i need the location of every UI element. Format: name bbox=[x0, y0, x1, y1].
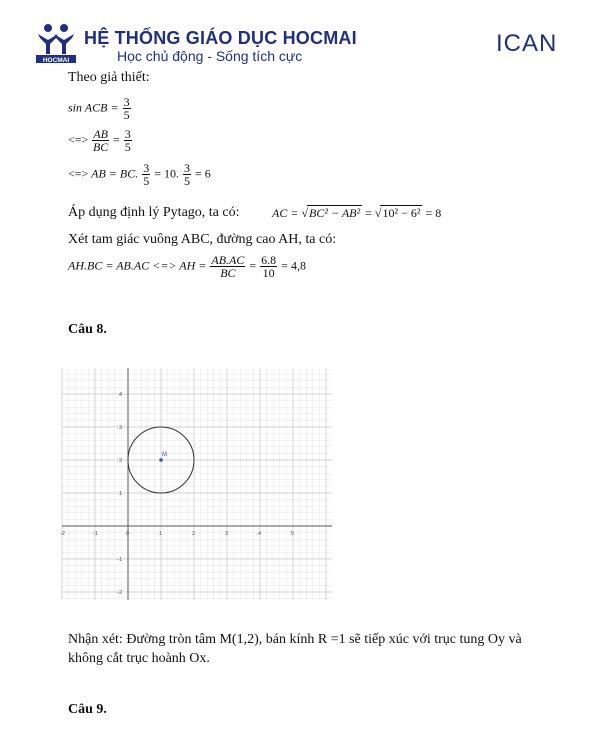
triangle-text: Xét tam giác vuông ABC, đường cao AH, ta có: bbox=[68, 232, 337, 247]
y-tick-label: 3 bbox=[118, 425, 122, 431]
y-tick-label: -1 bbox=[117, 557, 122, 563]
center-point bbox=[159, 458, 163, 462]
question-9-label: Câu 9. bbox=[68, 702, 107, 717]
x-tick-label: 0 bbox=[126, 531, 130, 537]
ican-logo: ICAN bbox=[496, 30, 558, 57]
remark-line-2: không cắt trục hoành Ox. bbox=[68, 651, 210, 666]
equation-ac: AC = √BC² − AB² = √10² − 6² = 8 bbox=[272, 206, 442, 220]
x-tick-label: 2 bbox=[192, 531, 196, 537]
equation-ratio: <=> $\frac{AB}{BC}$ = $\frac{3}{5}$ bbox=[68, 127, 131, 154]
equation-ah: AH.BC = AB.AC <=> AH = $\frac{AB.AC}{BC}$ = $\frac{6.8}{10}$ = 4,8 bbox=[68, 253, 306, 280]
equation-sin: sin ACB = $\frac{3}{5}$ bbox=[68, 95, 130, 122]
x-tick-label: 1 bbox=[159, 531, 163, 537]
x-tick-label: 4 bbox=[258, 531, 262, 537]
remark-line-1: Nhận xét: Đường tròn tâm M(1,2), bán kính R =1 sẽ tiếp xúc với trục tung Oy và bbox=[68, 632, 522, 647]
brand-title: HỆ THỐNG GIÁO DỤC HOCMAI bbox=[84, 28, 357, 48]
y-tick-label: -2 bbox=[117, 590, 122, 596]
x-tick-label: 3 bbox=[225, 531, 229, 537]
hocmai-logo-icon bbox=[34, 22, 78, 64]
y-tick-label: 2 bbox=[118, 458, 122, 464]
x-tick-label: 5 bbox=[291, 531, 295, 537]
x-tick-label: -1 bbox=[93, 531, 98, 537]
y-tick-label: 4 bbox=[118, 392, 122, 398]
brand-slogan: Học chủ động - Sống tích cực bbox=[117, 48, 303, 64]
equation-ab: <=> AB = BC. $\frac{3}{5}$ = 10. $\frac{3}{5}$ = 6 bbox=[68, 161, 211, 188]
circle-graph bbox=[62, 368, 332, 600]
center-point-label: M bbox=[162, 452, 167, 458]
given-label: Theo giả thiết: bbox=[68, 70, 150, 85]
svg-text:HOCMAI: HOCMAI bbox=[42, 57, 70, 64]
x-tick-label: -2 bbox=[60, 531, 65, 537]
pythagoras-text: Áp dụng định lý Pytago, ta có: bbox=[68, 205, 240, 220]
y-tick-label: 1 bbox=[118, 491, 122, 497]
question-8-label: Câu 8. bbox=[68, 322, 107, 337]
